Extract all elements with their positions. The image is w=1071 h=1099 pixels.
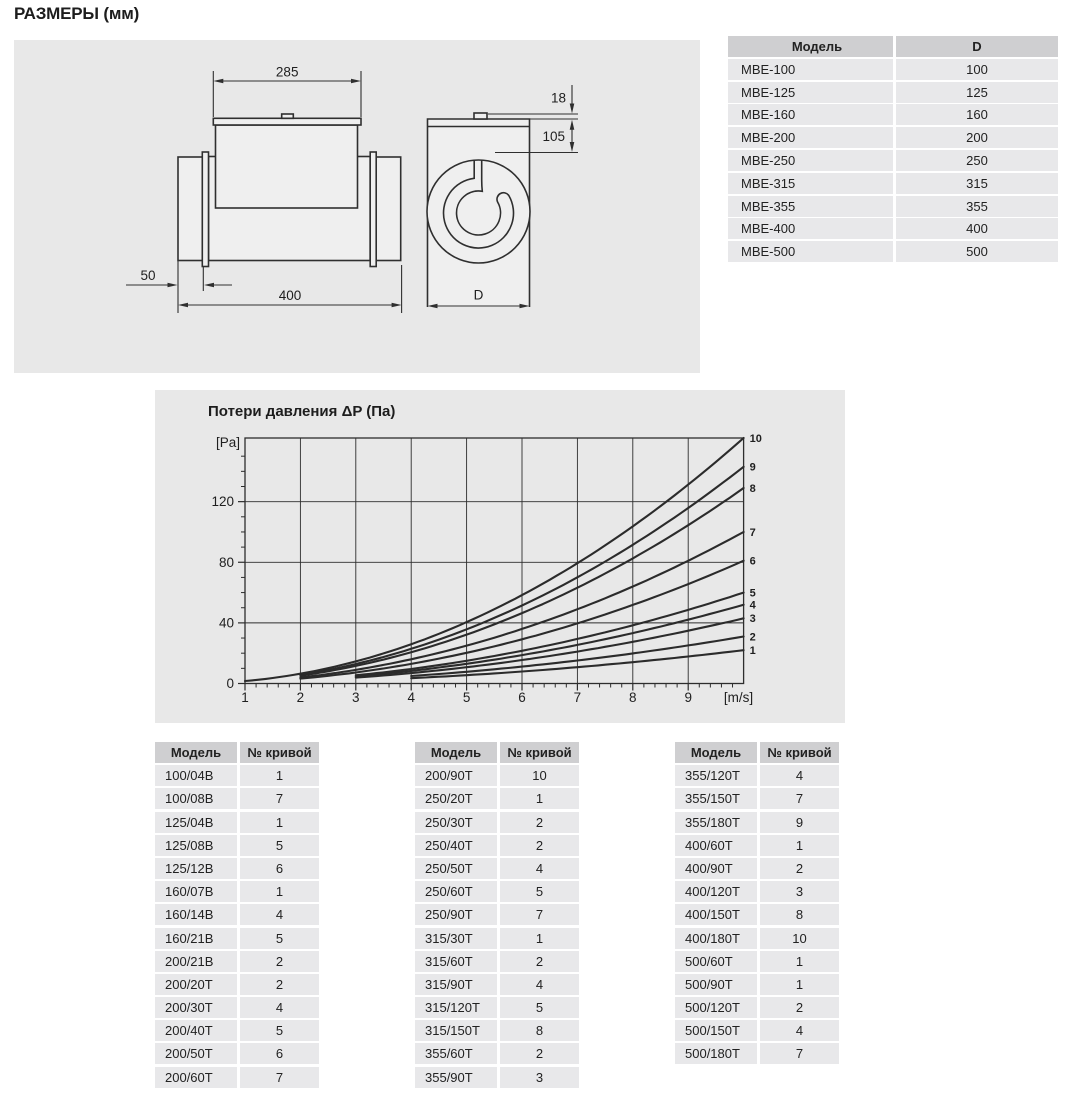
table-row — [155, 997, 319, 1018]
value-cell: 1 — [240, 765, 319, 786]
model-cell: 355/180T — [675, 812, 757, 833]
curve-label-4: 4 — [749, 599, 756, 612]
model-cell: 200/90T — [415, 765, 497, 786]
value-cell: 2 — [500, 812, 579, 833]
table-row — [675, 1020, 839, 1041]
value-cell: 4 — [760, 1020, 839, 1041]
model-cell: 400/120T — [675, 881, 757, 902]
page-title: РАЗМЕРЫ (мм) — [14, 4, 140, 23]
x-tick-label: 6 — [518, 690, 526, 705]
table-row — [415, 881, 579, 902]
value-cell: 7 — [240, 1067, 319, 1088]
model-cell: 355/90T — [415, 1067, 497, 1088]
model-cell: 125/04B — [155, 812, 237, 833]
table-row — [155, 1020, 319, 1041]
table-row — [675, 881, 839, 902]
table-row — [728, 150, 1058, 171]
curve-label-8: 8 — [749, 482, 756, 495]
model-cell: MBE-250 — [728, 150, 893, 171]
table-row — [675, 974, 839, 995]
column-header: № кривой — [760, 742, 839, 763]
lid-handle — [282, 114, 294, 118]
dim-label-400: 400 — [278, 288, 302, 303]
dim-label-105: 105 — [542, 129, 565, 144]
column-header: № кривой — [240, 742, 319, 763]
model-cell: 200/50T — [155, 1043, 237, 1064]
model-cell: 500/60T — [675, 951, 757, 972]
table-row — [728, 196, 1058, 217]
table-row — [415, 974, 579, 995]
model-cell: 500/120T — [675, 997, 757, 1018]
curve-table-1 — [155, 742, 319, 1090]
model-cell: 250/20T — [415, 788, 497, 809]
model-cell: 500/180T — [675, 1043, 757, 1064]
curve-label-7: 7 — [749, 526, 756, 539]
model-cell: 315/150T — [415, 1020, 497, 1041]
value-cell: 4 — [500, 858, 579, 879]
curve-4 — [356, 605, 744, 677]
pressure-loss-chart — [155, 390, 845, 723]
value-cell: 6 — [240, 1043, 319, 1064]
model-cell: 160/07B — [155, 881, 237, 902]
x-tick-label: 8 — [629, 690, 637, 705]
table-row — [675, 765, 839, 786]
model-cell: MBE-125 — [728, 82, 893, 103]
value-cell: 1 — [500, 928, 579, 949]
table-row — [415, 858, 579, 879]
model-cell: 315/60T — [415, 951, 497, 972]
value-cell: 1 — [760, 951, 839, 972]
y-tick-label: 40 — [218, 615, 234, 631]
table-header-row — [675, 742, 839, 763]
left-flange — [202, 152, 208, 267]
curve-table-2 — [415, 742, 579, 1090]
model-cell: MBE-200 — [728, 127, 893, 148]
pressure-loss-chart-panel — [155, 390, 845, 723]
value-cell: 7 — [240, 788, 319, 809]
value-cell: 2 — [500, 1043, 579, 1064]
x-tick-label: 9 — [684, 690, 692, 705]
x-tick-label: 5 — [462, 690, 471, 705]
table-row — [155, 951, 319, 972]
value-cell: 160 — [896, 104, 1058, 125]
model-diameter-table — [728, 36, 1058, 264]
value-cell: 100 — [896, 59, 1058, 80]
value-cell: 3 — [760, 881, 839, 902]
value-cell: 355 — [896, 196, 1058, 217]
value-cell: 8 — [500, 1020, 579, 1041]
value-cell: 4 — [240, 904, 319, 925]
table-row — [155, 835, 319, 856]
value-cell: 2 — [240, 951, 319, 972]
table-row — [675, 812, 839, 833]
table-row — [155, 858, 319, 879]
duct-heater-drawing — [14, 40, 700, 373]
value-cell: 2 — [760, 858, 839, 879]
model-cell: MBE-355 — [728, 196, 893, 217]
dim-label-D: D — [473, 287, 484, 303]
table-header-row — [155, 742, 319, 763]
table-row — [728, 241, 1058, 262]
curve-label-6: 6 — [749, 555, 756, 568]
table-row — [675, 858, 839, 879]
table-row — [415, 1020, 579, 1041]
value-cell: 10 — [760, 928, 839, 949]
x-tick-label: 4 — [407, 690, 415, 705]
model-cell: 500/150T — [675, 1020, 757, 1041]
curve-label-1: 1 — [749, 644, 756, 657]
model-cell: 200/20T — [155, 974, 237, 995]
x-tick-label: 1 — [241, 690, 249, 705]
value-cell: 5 — [240, 835, 319, 856]
model-cell: 200/40T — [155, 1020, 237, 1041]
curve-table-3 — [675, 742, 839, 1067]
model-cell: 355/150T — [675, 788, 757, 809]
curve-label-9: 9 — [749, 461, 756, 474]
dim-label-18: 18 — [550, 90, 566, 106]
table-row — [728, 173, 1058, 194]
table-row — [728, 82, 1058, 103]
value-cell: 8 — [760, 904, 839, 925]
value-cell: 200 — [896, 127, 1058, 148]
value-cell: 250 — [896, 150, 1058, 171]
table-row — [675, 788, 839, 809]
table-row — [155, 788, 319, 809]
value-cell: 10 — [500, 765, 579, 786]
curve-label-3: 3 — [749, 613, 756, 626]
table-row — [155, 1067, 319, 1088]
value-cell: 500 — [896, 241, 1058, 262]
value-cell: 4 — [500, 974, 579, 995]
model-cell: 100/08B — [155, 788, 237, 809]
model-cell: 250/60T — [415, 881, 497, 902]
dimensions-drawing-panel — [14, 40, 700, 373]
table-row — [155, 765, 319, 786]
model-cell: 400/180T — [675, 928, 757, 949]
table-row — [675, 1043, 839, 1064]
table-row — [155, 904, 319, 925]
model-cell: 400/150T — [675, 904, 757, 925]
value-cell: 1 — [760, 835, 839, 856]
x-axis-unit-label: [m/s] — [723, 690, 754, 705]
value-cell: 9 — [760, 812, 839, 833]
value-cell: 3 — [500, 1067, 579, 1088]
model-cell: MBE-400 — [728, 218, 893, 239]
table-row — [675, 835, 839, 856]
value-cell: 1 — [240, 881, 319, 902]
junction-box-lid — [213, 118, 361, 125]
table-row — [675, 928, 839, 949]
value-cell: 2 — [500, 835, 579, 856]
value-cell: 5 — [500, 997, 579, 1018]
table-row — [415, 928, 579, 949]
model-cell: 355/120T — [675, 765, 757, 786]
right-flange — [370, 152, 376, 267]
value-cell: 400 — [896, 218, 1058, 239]
value-cell: 6 — [240, 858, 319, 879]
model-cell: MBE-160 — [728, 104, 893, 125]
table-row — [415, 1067, 579, 1088]
model-cell: 250/50T — [415, 858, 497, 879]
value-cell: 2 — [500, 951, 579, 972]
y-tick-label: 120 — [211, 494, 234, 510]
curve-10 — [245, 438, 744, 681]
junction-box — [216, 125, 358, 208]
side-view — [178, 114, 401, 267]
value-cell: 5 — [240, 1020, 319, 1041]
model-cell: 100/04B — [155, 765, 237, 786]
model-cell: 500/90T — [675, 974, 757, 995]
y-tick-label: 80 — [218, 554, 234, 570]
x-tick-label: 7 — [573, 690, 582, 705]
model-cell: 315/30T — [415, 928, 497, 949]
model-cell: 250/40T — [415, 835, 497, 856]
table-row — [155, 812, 319, 833]
right-spigot — [376, 157, 401, 261]
model-cell: 250/30T — [415, 812, 497, 833]
table-row — [728, 127, 1058, 148]
column-header: D — [896, 36, 1058, 57]
value-cell: 5 — [500, 881, 579, 902]
model-cell: 400/60T — [675, 835, 757, 856]
column-header: Модель — [728, 36, 893, 57]
value-cell: 125 — [896, 82, 1058, 103]
column-header: Модель — [415, 742, 497, 763]
column-header: Модель — [675, 742, 757, 763]
table-header-row — [415, 742, 579, 763]
value-cell: 315 — [896, 173, 1058, 194]
value-cell: 4 — [240, 997, 319, 1018]
dim-label-285: 285 — [275, 64, 299, 80]
model-cell: 200/60T — [155, 1067, 237, 1088]
model-cell: 200/21B — [155, 951, 237, 972]
table-row — [728, 104, 1058, 125]
table-row — [155, 1043, 319, 1064]
table-row — [728, 59, 1058, 80]
value-cell: 5 — [240, 928, 319, 949]
table-row — [415, 835, 579, 856]
model-cell: 160/14B — [155, 904, 237, 925]
model-cell: 200/30T — [155, 997, 237, 1018]
model-cell: 125/08B — [155, 835, 237, 856]
value-cell: 7 — [760, 788, 839, 809]
table-row — [415, 904, 579, 925]
left-spigot — [178, 157, 203, 261]
model-cell: 400/90T — [675, 858, 757, 879]
curve-label-2: 2 — [749, 631, 756, 644]
value-cell: 7 — [500, 904, 579, 925]
model-cell: 160/21B — [155, 928, 237, 949]
value-cell: 1 — [760, 974, 839, 995]
model-cell: MBE-500 — [728, 241, 893, 262]
table-header-row — [728, 36, 1058, 57]
curve-label-10: 10 — [749, 432, 762, 445]
table-row — [155, 928, 319, 949]
table-row — [728, 218, 1058, 239]
column-header: № кривой — [500, 742, 579, 763]
model-cell: MBE-315 — [728, 173, 893, 194]
front-view — [427, 113, 530, 307]
model-cell: 355/60T — [415, 1043, 497, 1064]
column-header: Модель — [155, 742, 237, 763]
model-cell: 315/120T — [415, 997, 497, 1018]
table-row — [675, 951, 839, 972]
table-row — [415, 812, 579, 833]
model-cell: 250/90T — [415, 904, 497, 925]
curve-label-5: 5 — [749, 587, 756, 600]
value-cell: 2 — [760, 997, 839, 1018]
table-row — [415, 765, 579, 786]
front-handle — [474, 113, 487, 119]
value-cell: 7 — [760, 1043, 839, 1064]
model-cell: MBE-100 — [728, 59, 893, 80]
value-cell: 2 — [240, 974, 319, 995]
value-cell: 1 — [240, 812, 319, 833]
y-tick-label: 0 — [226, 676, 234, 691]
table-row — [415, 997, 579, 1018]
table-row — [155, 881, 319, 902]
table-row — [675, 904, 839, 925]
x-tick-label: 2 — [296, 690, 305, 705]
table-row — [155, 974, 319, 995]
chart-title: Потери давления ΔP (Па) — [208, 403, 396, 420]
table-row — [415, 1043, 579, 1064]
value-cell: 4 — [760, 765, 839, 786]
table-row — [675, 997, 839, 1018]
x-tick-label: 3 — [352, 690, 360, 705]
value-cell: 1 — [500, 788, 579, 809]
model-cell: 125/12B — [155, 858, 237, 879]
table-row — [415, 951, 579, 972]
y-axis-unit-label: [Pa] — [215, 435, 241, 450]
model-cell: 315/90T — [415, 974, 497, 995]
dim-label-50: 50 — [140, 268, 156, 283]
table-row — [415, 788, 579, 809]
